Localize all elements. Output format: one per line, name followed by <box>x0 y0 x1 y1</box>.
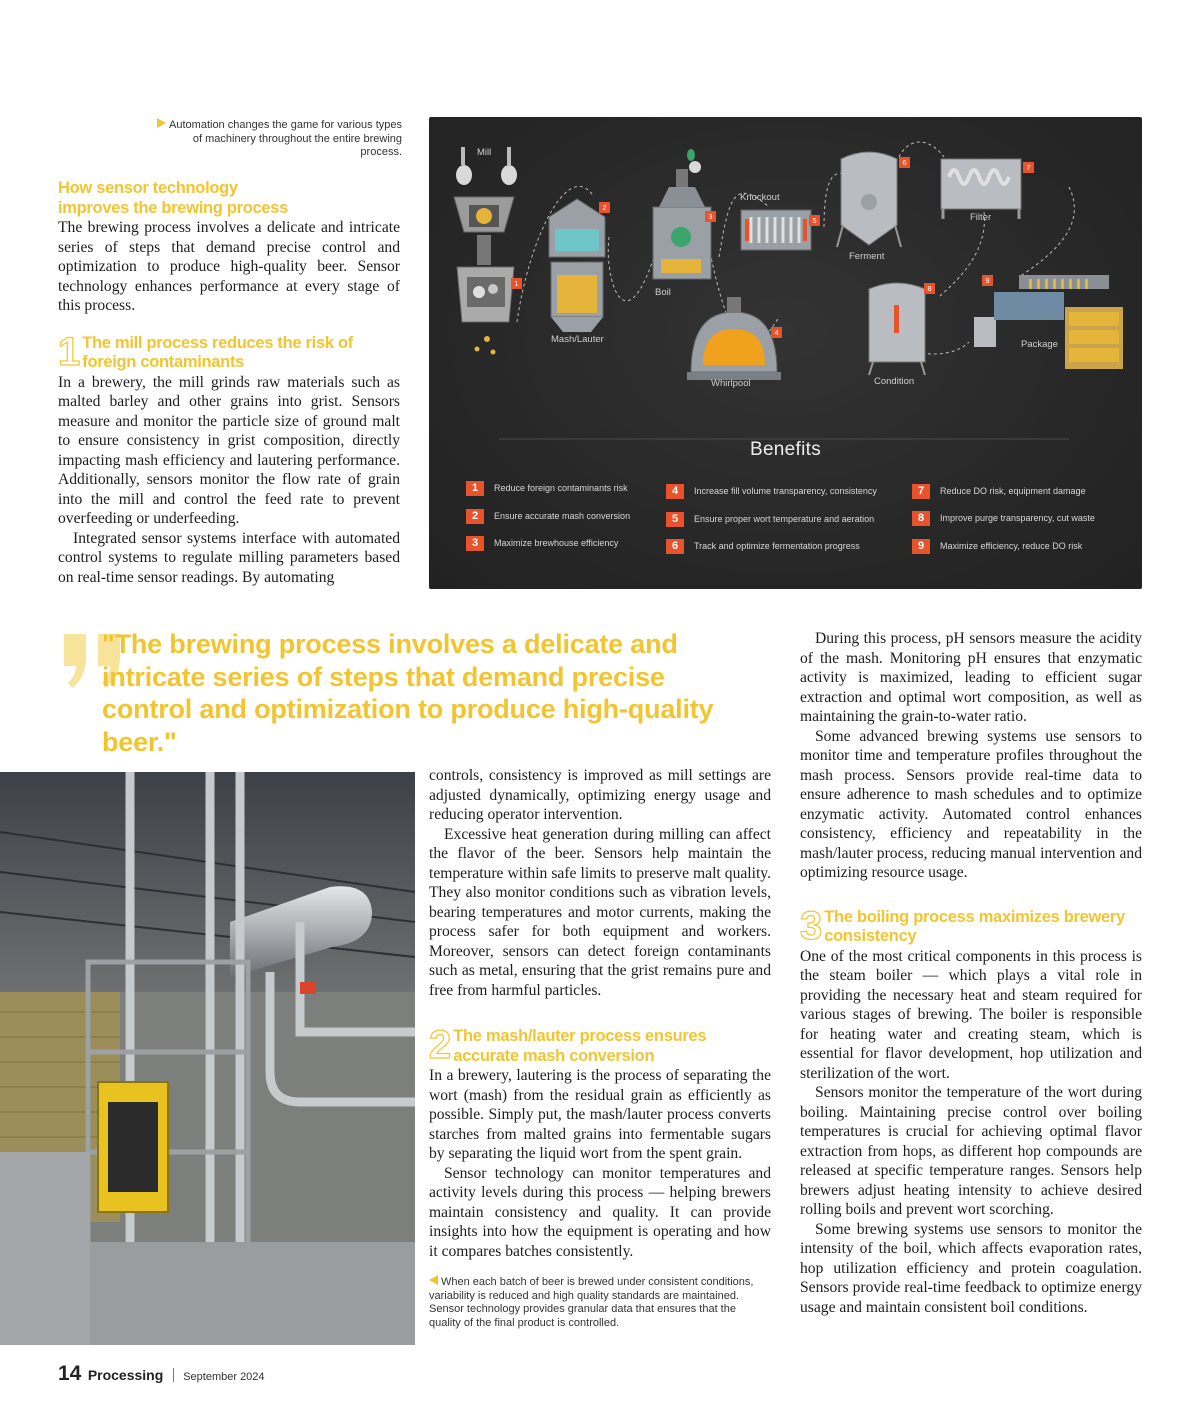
middle-column-body: controls, consistency is improved as mill settings are adjusted dynamically, optimizing energy usage and reducing operator intervention. Excessive heat generation during milling can affect the flavor of the beer. Sensors help maintain the temperature within safe limits to preserve malt quality. They also monitor conditions such as vibration levels, bearing temperatures and motor currents, making the process safer for both equipment and workers. Moreover, sensors can detect foreign contaminants such as metal, ensuring that the grist remains pure and free from harmful particles. <box>429 767 771 999</box>
caption-arrow-icon <box>157 118 166 128</box>
step-badge-4: 4 <box>771 327 782 338</box>
brewing-process-infographic <box>429 117 1142 589</box>
magazine-name: Processing <box>87 1367 164 1383</box>
step-badge-3: 3 <box>705 211 716 222</box>
pull-quote-text: "The brewing process involves a delicate and intricate series of steps that demand precise control and optimization to produce high-quality beer." <box>102 629 714 757</box>
label-filter: Filter <box>970 212 992 223</box>
section-1-body: In a brewery, the mill grinds raw materials such as malted barley and other grains into grist. Sensors measure and monitor the particle size of ground malt to ensure consistency in grist composition, directly impacting mash efficiency and lautering performance. Additionally, sensors monitor the flow rate of grain into the mill and control the feed rate to prevent overfeeding or underfeeding. Integrated sensor systems interface with automated control systems to regulate milling parameters based on real-time sensor readings. By automating <box>58 373 400 586</box>
brewery-photo-illustration <box>0 772 415 1345</box>
step-badge-5: 5 <box>809 215 820 226</box>
label-mill: Mill <box>477 147 492 158</box>
left-column <box>58 179 400 587</box>
caption-arrow-icon <box>429 1275 438 1285</box>
section-number: 2 <box>429 1027 452 1066</box>
section-2-body: In a brewery, lautering is the process of separating the wort (mash) from the residual grain as efficiently as possible. Simply put, the mash/lauter process converts starches from malted grains into fermentable sugars by separating the liquid wort from the spent grain. Sensor technology can monitor temperatures and activity levels during this process — helping brewers maintain consistency and quality. It can provide insights into how the equipment is operating and how it compares batches consistently. <box>429 1067 771 1260</box>
fermenter-tank <box>837 152 901 247</box>
benefit-7: 7 Reduce DO risk, equipment damage <box>912 484 1086 499</box>
whirlpool-tank <box>687 297 781 380</box>
filter-unit <box>941 159 1021 219</box>
right-column <box>800 629 1142 1317</box>
step-badge-2: 2 <box>599 202 610 213</box>
section-1-heading: The mill process reduces the risk of foreign contaminants <box>82 333 353 371</box>
issue-date: September 2024 <box>183 1371 265 1383</box>
section-3-body: One of the most critical components in this process is the steam boiler — which plays a vital role in providing the necessary heat and steam required for various stages of brewing. The boiler is responsible for heating water and creating steam, which is essential for flavor development, hop utilization and sterilization of the wort. Sensors monitor the temperature of the wort during boiling. Maintaining precise control over boiling temperatures is crucial for achieving optimal flavor extraction from hops, as different hop compounds are released at specific temperature ranges. Sensors help brewers adjust heating intensity to achieve desired rolling boils and prevent wort scorching. Some brewing systems use sensors to monitor the intensity of the boil, which affects evaporation rates, hop utilization efficiency and protein coagulation. Sensors provide real-time feedback to optimize energy usage and maintain consistent boil conditions. <box>800 947 1142 1316</box>
boil-kettle <box>653 149 711 279</box>
section-2-header <box>429 1027 771 1066</box>
mill-machine <box>454 147 517 355</box>
brewery-equipment-photo <box>0 772 415 1345</box>
intro-paragraph: The brewing process involves a delicate and intricate series of steps that demand precise control and optimization to produce high-quality beer. Sensor technology enhances performance at every stage of this process. <box>58 219 400 314</box>
section-1-header <box>58 334 400 373</box>
step-badge-1: 1 <box>511 278 522 289</box>
footer-divider <box>173 1368 174 1382</box>
step-badge-7: 7 <box>1023 162 1034 173</box>
benefit-2: 2 Ensure accurate mash conversion <box>466 509 630 524</box>
label-knockout: Knockout <box>740 192 780 203</box>
benefit-8: 8 Improve purge transparency, cut waste <box>912 511 1095 526</box>
benefit-5: 5 Ensure proper wort temperature and aeration <box>666 512 874 527</box>
page-footer <box>58 1362 265 1386</box>
middle-column <box>429 766 771 1330</box>
step-badge-9: 9 <box>982 275 993 286</box>
right-column-body: During this process, pH sensors measure the acidity of the mash. Monitoring pH ensures that enzymatic activity is maximized, leading to efficient sugar extraction and optimal wort composition, as well as maintaining the grain-to-water ratio. Some advanced brewing systems use sensors to monitor time and temperature profiles throughout the mash process. Sensors provide real-time data to ensure adherence to mash schedules and to optimize enzymatic activity. Automated control enhances consistency, efficiency and repeatability in the mash/lauter process, reducing manual intervention and optimizing resource usage. <box>800 630 1142 881</box>
label-condition: Condition <box>874 376 915 387</box>
label-boil: Boil <box>655 287 671 298</box>
section-number: 3 <box>800 907 823 947</box>
packaging-line <box>974 275 1123 369</box>
benefits-title: Benefits <box>749 439 822 460</box>
benefit-6: 6 Track and optimize fermentation progress <box>666 539 860 554</box>
mash-lauter-tun <box>549 199 605 332</box>
knockout-heat-exchanger <box>741 210 811 250</box>
label-mash-lauter: Mash/Lauter <box>551 334 604 345</box>
benefit-3: 3 Maximize brewhouse efficiency <box>466 536 618 551</box>
step-badge-6: 6 <box>899 157 910 168</box>
benefit-9: 9 Maximize efficiency, reduce DO risk <box>912 539 1082 554</box>
step-badge-8: 8 <box>924 283 935 294</box>
benefit-4: 4 Increase fill volume transparency, consistency <box>666 484 877 499</box>
label-package: Package <box>1021 339 1058 350</box>
section-2-heading: The mash/lauter process ensures accurate mash conversion <box>453 1027 707 1065</box>
label-ferment: Ferment <box>849 251 885 262</box>
section-3-heading: The boiling process maximizes brewery consistency <box>824 907 1125 945</box>
page-number: 14 <box>58 1362 82 1385</box>
section-number: 1 <box>58 333 81 373</box>
benefit-1: 1 Reduce foreign contaminants risk <box>466 481 628 496</box>
photo-caption: When each batch of beer is brewed under consistent conditions, variability is reduced and high quality standards are maintained. Sensor technology provides granular data that ensures that the quality of the final product is controlled. <box>429 1276 754 1329</box>
section-3-header <box>800 908 1142 947</box>
label-whirlpool: Whirlpool <box>711 378 751 389</box>
section-heading: How sensor technology improves the brewing process <box>58 179 289 217</box>
top-caption: Automation changes the game for various types of machinery throughout the entire brewing process. <box>150 118 402 160</box>
conditioning-tank <box>869 283 925 375</box>
